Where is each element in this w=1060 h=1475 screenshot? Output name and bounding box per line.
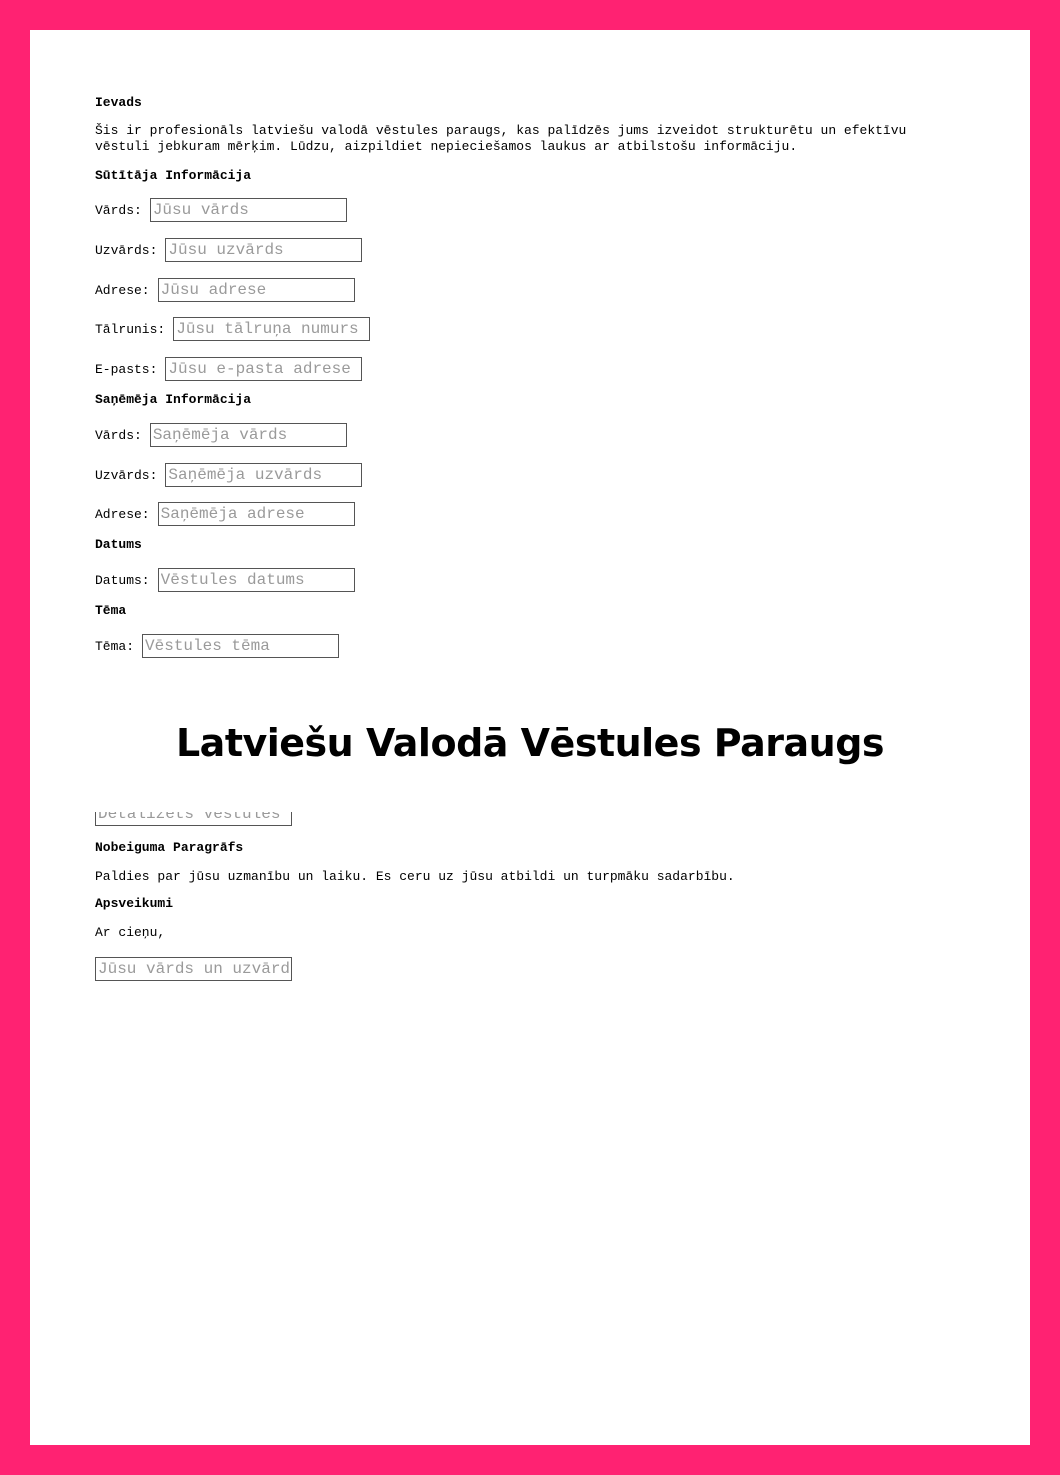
date-heading: Datums (95, 537, 142, 552)
subject-input[interactable] (142, 634, 339, 658)
recipient-last-name-label: Uzvārds: (95, 467, 158, 483)
recipient-first-name-row (95, 423, 347, 447)
closing-text: Paldies par jūsu uzmanību un laiku. Es ceru uz jūsu atbildi un turpmāku sadarbību. (95, 869, 735, 884)
sender-last-name-input[interactable] (165, 238, 362, 262)
recipient-address-row (95, 502, 355, 526)
sender-address-input[interactable] (158, 278, 355, 302)
sender-email-row (95, 357, 362, 381)
page-title: Latviešu Valodā Vēstules Paraugs (175, 721, 885, 765)
sender-first-name-row (95, 198, 347, 222)
regards-heading: Apsveikumi (95, 896, 174, 911)
sender-email-label: E-pasts: (95, 361, 158, 377)
signature-row (95, 957, 292, 981)
date-input[interactable] (158, 568, 355, 592)
sender-address-row (95, 278, 355, 302)
regards-text: Ar cieņu, (95, 925, 166, 940)
sender-heading: Sūtītāja Informācija (95, 168, 252, 183)
date-row (95, 568, 355, 592)
sender-email-input[interactable] (165, 357, 362, 381)
recipient-address-label: Adrese: (95, 506, 150, 522)
subject-label: Tēma: (95, 638, 135, 654)
sender-phone-input[interactable] (173, 317, 370, 341)
recipient-first-name-label: Vārds: (95, 427, 142, 443)
recipient-first-name-input[interactable] (150, 423, 347, 447)
sender-last-name-label: Uzvārds: (95, 242, 158, 258)
subject-row (95, 634, 339, 658)
letter-page (30, 30, 1030, 1445)
sender-first-name-input[interactable] (150, 198, 347, 222)
recipient-last-name-input[interactable] (165, 463, 362, 487)
closing-heading: Nobeiguma Paragrāfs (95, 840, 244, 855)
sender-last-name-row (95, 238, 362, 262)
sender-phone-label: Tālrunis: (95, 321, 166, 337)
title-banner (30, 660, 1030, 812)
subject-heading: Tēma (95, 603, 127, 618)
intro-heading: Ievads (95, 95, 142, 110)
recipient-heading: Saņēmēja Informācija (95, 392, 252, 407)
recipient-last-name-row (95, 463, 362, 487)
sender-first-name-label: Vārds: (95, 202, 142, 218)
recipient-address-input[interactable] (158, 502, 355, 526)
signature-input[interactable] (95, 957, 292, 981)
intro-text: Šis ir profesionāls latviešu valodā vēstules paraugs, kas palīdzēs jums izveidot strukturētu un efektīvu vēstuli jebkuram mērķim. Lūdzu, aizpildiet nepieciešamos laukus ar atbilstošu informāciju. (95, 123, 907, 154)
sender-phone-row (95, 317, 370, 341)
date-label: Datums: (95, 572, 150, 588)
sender-address-label: Adrese: (95, 282, 150, 298)
